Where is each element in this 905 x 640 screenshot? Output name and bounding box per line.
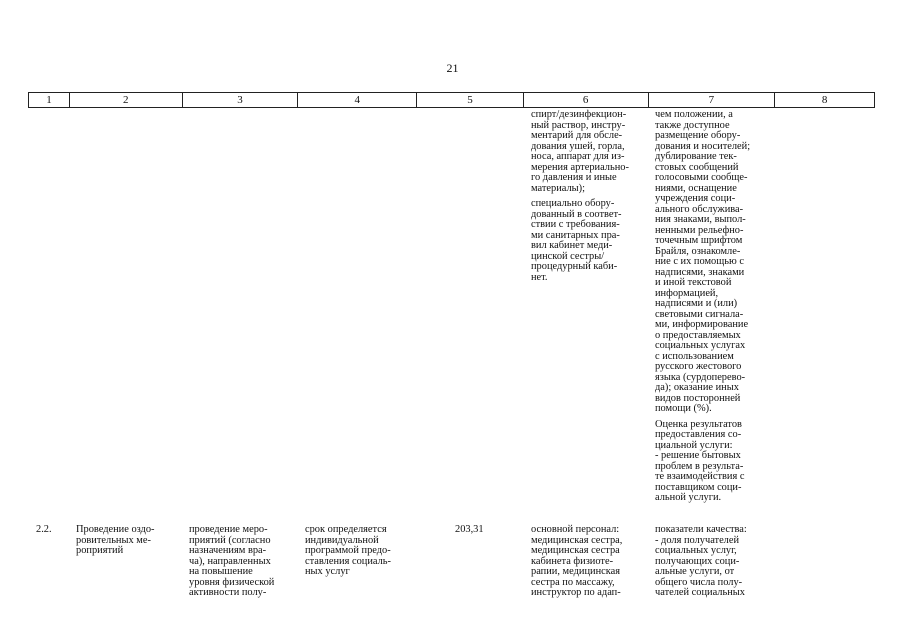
text-line: Брайля, ознакомле-: [655, 245, 741, 257]
header-col-3: 3: [183, 93, 299, 107]
text-line: дублирование тек-: [655, 151, 737, 162]
text-line: дования ушей, горла,: [531, 140, 625, 152]
text-line: точечным шрифтом: [655, 235, 743, 246]
text-line: уровня физической: [189, 576, 275, 588]
text-line: стовых сообщений: [655, 161, 739, 173]
text-line: ных услуг: [305, 566, 350, 577]
text-line: Проведение оздо-: [76, 524, 155, 535]
text-line: ния знаками, выпол-: [655, 214, 746, 225]
text-line: да); оказание иных: [655, 382, 739, 393]
text-line: ми, информирование: [655, 319, 749, 330]
row-2-2-number: 2.2.: [36, 524, 52, 535]
text-line: приятий (согласно: [189, 534, 271, 546]
row-2-2-term: [305, 525, 391, 578]
text-line: учреждения соци-: [655, 193, 736, 204]
text-line: мерения артериально-: [531, 161, 629, 173]
text-line: световыми сигнала-: [655, 308, 744, 320]
text-line: надписями и (или): [655, 298, 738, 309]
header-col-8: 8: [821, 94, 828, 106]
text-line: дования и носителей;: [655, 140, 751, 152]
text-line: специально обору-: [531, 198, 615, 209]
text-line: ние с их помощью с: [655, 256, 744, 267]
continuation-col7-text: [655, 110, 750, 504]
text-line: вил кабинет меди-: [531, 240, 613, 251]
text-line: языка (сурдоперево-: [655, 371, 746, 383]
text-line: ный раствор, инстру-: [531, 119, 626, 131]
text-line: голосовыми сообще-: [655, 172, 748, 183]
text-line: показатели качества:: [655, 524, 747, 535]
text-line: - доля получателей: [655, 534, 740, 546]
text-line: - решение бытовых: [655, 450, 741, 461]
text-line: Оценка результатов: [655, 418, 742, 430]
row-2-2-tariff: 203,31: [455, 524, 484, 535]
text-line: ствии с требования-: [531, 219, 620, 230]
text-line: видов посторонней: [655, 392, 741, 404]
text-line: цинской сестры/: [531, 250, 605, 262]
text-line: общего числа полу-: [655, 576, 743, 588]
text-line: рапии, медицинская: [531, 566, 621, 577]
text-line: нет.: [531, 271, 548, 283]
header-col-2: 2: [70, 93, 183, 107]
text-line: получающих соци-: [655, 555, 740, 567]
text-line: те взаимодействия с: [655, 471, 745, 482]
text-line: информацией,: [655, 287, 719, 299]
text-line: активности полу-: [189, 587, 267, 598]
text-line: ненными рельефно-: [655, 224, 744, 236]
text-line: социальных услуг,: [655, 545, 737, 556]
row-2-2-service-name: [76, 525, 155, 557]
text-line: назначениям вра-: [189, 545, 267, 556]
text-line: инструктор по адап-: [531, 587, 621, 598]
text-line: программой предо-: [305, 545, 391, 556]
text-line: процедурный каби-: [531, 261, 618, 272]
text-line: с использованием: [655, 350, 734, 362]
page-number: 21: [446, 61, 459, 75]
text-line: также доступное: [655, 119, 730, 131]
text-line: чем положении, а: [655, 109, 733, 120]
text-line: на повышение: [189, 566, 253, 577]
text-line: спирт/дезинфекцион-: [531, 109, 627, 120]
text-line: носа, аппарат для из-: [531, 151, 625, 162]
header-col-7: 7: [649, 93, 776, 107]
text-line: альной услуги.: [655, 492, 722, 503]
continuation-col6-text: [531, 110, 629, 283]
text-line: чателей социальных: [655, 587, 745, 598]
text-line: срок определяется: [305, 524, 387, 535]
text-line: медицинская сестра: [531, 545, 620, 556]
text-line: ставления социаль-: [305, 555, 391, 567]
text-line: русского жестового: [655, 361, 742, 372]
text-line: размещение обору-: [655, 130, 741, 141]
text-line: роприятий: [76, 545, 124, 556]
text-line: медицинская сестра,: [531, 534, 623, 546]
text-line: проведение меро-: [189, 524, 268, 535]
text-line: предоставления со-: [655, 429, 742, 440]
header-col-1: 1: [29, 93, 70, 107]
row-2-2-staff: [531, 525, 622, 599]
text-line: проблем в результа-: [655, 460, 744, 472]
row-2-2-description: [189, 525, 274, 599]
text-line: ментарий для обсле-: [531, 130, 623, 141]
text-line: ниями, оснащение: [655, 182, 737, 194]
text-line: сестра по массажу,: [531, 576, 615, 588]
text-line: ча), направленных: [189, 555, 271, 567]
text-line: альные услуги, от: [655, 566, 735, 577]
text-line: социальных услугах: [655, 340, 746, 351]
text-line: индивидуальной: [305, 534, 379, 546]
text-line: помощи (%).: [655, 403, 712, 414]
text-line: надписями, знаками: [655, 266, 745, 278]
text-line: и иной текстовой: [655, 277, 732, 288]
text-line: ального обслужива-: [655, 203, 744, 215]
header-col-4: 4: [298, 93, 417, 107]
text-line: материалы);: [531, 182, 585, 194]
text-line: поставщиком соци-: [655, 481, 742, 493]
row-2-2-quality-indicators: [655, 525, 747, 599]
text-line: го давления и иные: [531, 172, 617, 183]
text-line: о предоставляемых: [655, 329, 741, 341]
table-header-row: [28, 92, 875, 108]
text-line: ми санитарных пра-: [531, 229, 620, 241]
text-line: циальной услуги:: [655, 439, 733, 451]
text-line: кабинета физиоте-: [531, 555, 614, 567]
text-line: основной персонал:: [531, 524, 620, 535]
header-col-6: 6: [524, 93, 649, 107]
text-line: ровительных ме-: [76, 534, 151, 546]
header-col-5: 5: [417, 93, 524, 107]
text-line: дованный в соответ-: [531, 208, 622, 220]
